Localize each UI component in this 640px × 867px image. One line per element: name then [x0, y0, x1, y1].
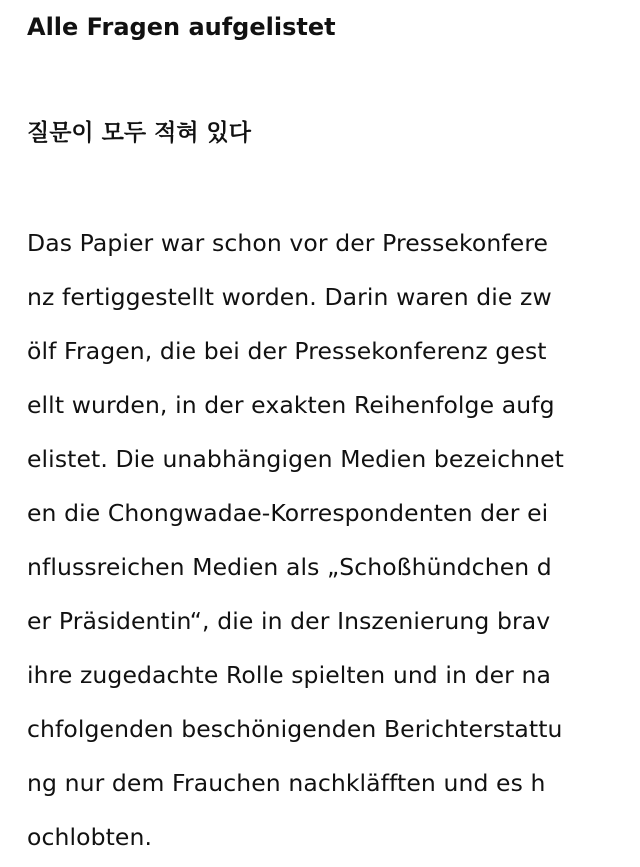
body-line: nflussreichen Medien als „Schoßhündchen d	[27, 553, 552, 581]
body-line: ng nur dem Frauchen nachkläfften und es h	[27, 769, 546, 797]
body-line: ölf Fragen, die bei der Pressekonferenz gest	[27, 337, 547, 365]
body-line: ihre zugedachte Rolle spielten und in der na	[27, 661, 551, 689]
article-body	[27, 216, 627, 864]
article-subtitle-korean: 질문이 모두 적혀 있다	[27, 120, 251, 146]
body-line: en die Chongwadae-Korrespondenten der ei	[27, 499, 549, 527]
body-line: ellt wurden, in der exakten Reihenfolge aufg	[27, 391, 555, 419]
body-line: nz fertiggestellt worden. Darin waren die zw	[27, 283, 552, 311]
body-line: Das Papier war schon vor der Pressekonfere	[27, 229, 549, 257]
body-line: chfolgenden beschönigenden Berichterstattu	[27, 715, 563, 743]
body-line: elistet. Die unabhängigen Medien bezeichnet	[27, 445, 564, 473]
article-title: Alle Fragen aufgelistet	[27, 13, 336, 41]
body-line: ochlobten.	[27, 823, 153, 851]
body-line: er Präsidentin“, die in der Inszenierung brav	[27, 607, 551, 635]
